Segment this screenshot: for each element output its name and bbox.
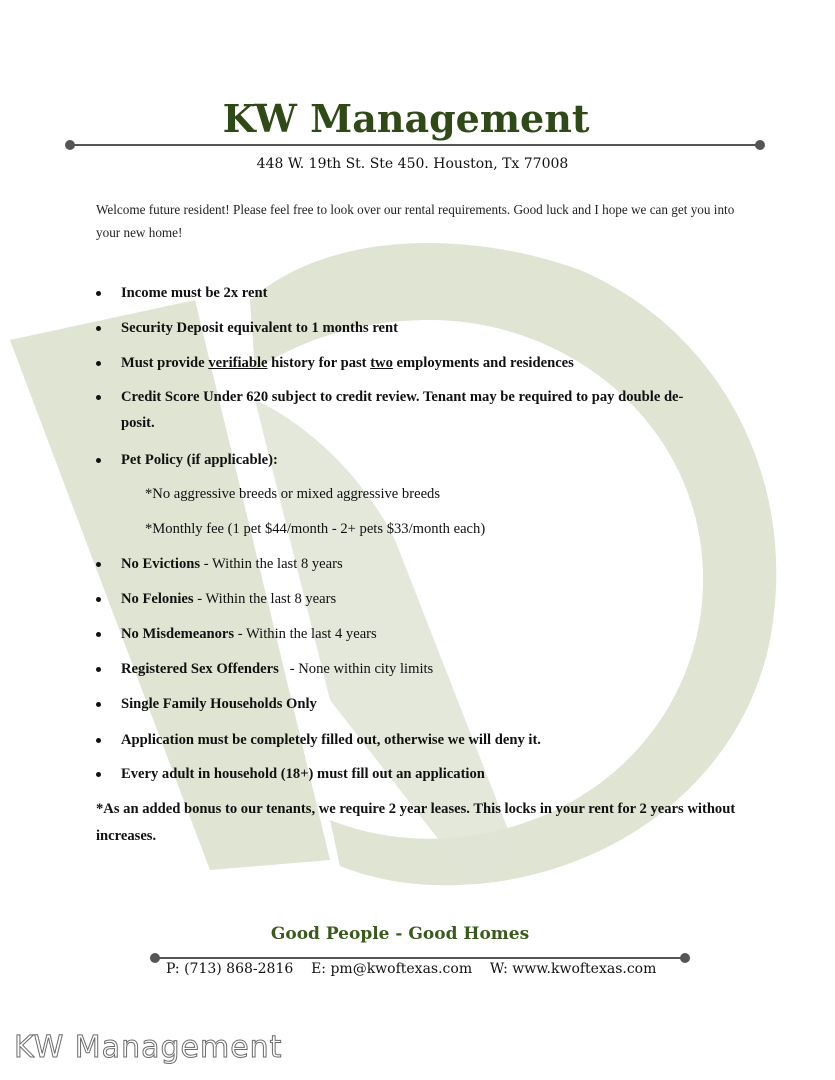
- list-item-pet-policy: Pet Policy (if applicable):: [121, 447, 721, 473]
- divider-dot-right: [755, 140, 765, 150]
- footer-contact-line: P: (713) 868-2816 E: pm@kwoftexas.com W: www.kwoftexas.com: [166, 961, 657, 977]
- list-item-evictions: No Evictions - Within the last 8 years: [121, 551, 721, 577]
- footer-divider-dot-left: [150, 953, 160, 963]
- pet-note-breeds: *No aggressive breeds or mixed aggressive breeds: [145, 486, 441, 502]
- list-item-adults: Every adult in household (18+) must fill out an application: [121, 761, 721, 787]
- header-divider: [70, 144, 760, 146]
- list-item-history: Must provide verifiable history for past two employments and residences: [121, 350, 721, 376]
- list-item-credit: Credit Score Under 620 subject to credit review. Tenant may be required to pay double de- posit.: [121, 384, 721, 436]
- intro-paragraph: Welcome future resident! Please feel free to look over our rental requirements. Good luck and I hope we can get you into your new home!: [96, 202, 735, 240]
- list-item-sex-offenders: Registered Sex Offenders - None within city limits: [121, 656, 721, 682]
- list-item-application: Application must be completely filled out, otherwise we will deny it.: [121, 727, 721, 753]
- page-title: KW Management: [222, 96, 590, 141]
- list-item-misdemeanors: No Misdemeanors - Within the last 4 years: [121, 621, 721, 647]
- lease-bonus-note: *As an added bonus to our tenants, we require 2 year leases. This locks in your rent for 2 years without increases.: [96, 801, 736, 844]
- list-item-income: Income must be 2x rent: [121, 280, 721, 306]
- list-item-felonies: No Felonies - Within the last 8 years: [121, 586, 721, 612]
- list-item-households: Single Family Households Only: [121, 691, 721, 717]
- brand-watermark-text: KW Management: [14, 1030, 283, 1065]
- pet-note-fee: *Monthly fee (1 pet $44/month - 2+ pets $33/month each): [145, 521, 486, 537]
- footer-divider: [155, 957, 685, 959]
- footer-tagline: Good People - Good Homes: [270, 924, 530, 944]
- office-address: 448 W. 19th St. Ste 450. Houston, Tx 77008: [256, 156, 569, 172]
- divider-dot-left: [65, 140, 75, 150]
- list-item-deposit: Security Deposit equivalent to 1 months rent: [121, 315, 721, 341]
